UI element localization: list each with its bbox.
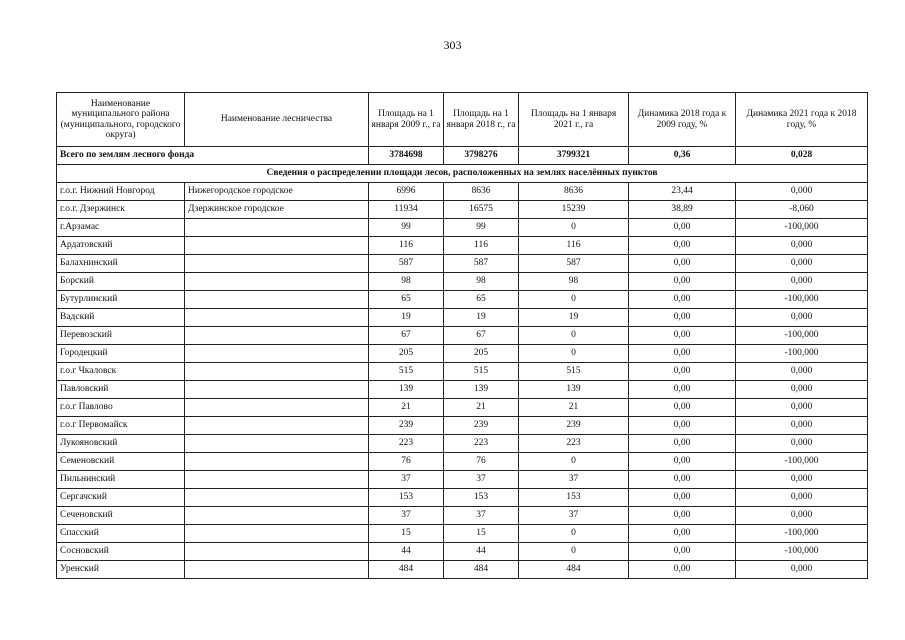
forestry-cell (185, 309, 369, 327)
section-row (57, 165, 868, 183)
header-area-2009: Площадь на 1 января 2009 г., га (369, 93, 444, 147)
area-2018-cell: 19 (444, 309, 519, 327)
area-2021-cell: 15239 (519, 201, 629, 219)
table-row (57, 471, 868, 489)
district-cell: Сосновский (57, 543, 185, 561)
dynamics-2018-2009-cell: 0,00 (629, 219, 736, 237)
area-2009-cell: 223 (369, 435, 444, 453)
forestry-cell (185, 435, 369, 453)
district-cell: г.о.г Первомайск (57, 417, 185, 435)
forestry-cell (185, 561, 369, 579)
district-cell: Сеченовский (57, 507, 185, 525)
forestry-cell (185, 399, 369, 417)
district-cell: г.о.г. Нижний Новгород (57, 183, 185, 201)
area-2009-cell: 484 (369, 561, 444, 579)
district-cell: Уренский (57, 561, 185, 579)
table-row (57, 417, 868, 435)
forestry-cell (185, 363, 369, 381)
district-cell: г.о.г. Дзержинск (57, 201, 185, 219)
district-cell: Пильнинский (57, 471, 185, 489)
dynamics-2018-2009-cell: 0,00 (629, 489, 736, 507)
forestry-cell (185, 237, 369, 255)
dynamics-2021-2018-cell: -100,000 (736, 345, 868, 363)
area-2021-cell: 0 (519, 453, 629, 471)
forest-area-table (56, 92, 868, 579)
area-2009-cell: 19 (369, 309, 444, 327)
table-row (57, 489, 868, 507)
dynamics-2018-2009-cell: 0,00 (629, 417, 736, 435)
dynamics-2018-2009-cell: 23,44 (629, 183, 736, 201)
dynamics-2021-2018-cell: -100,000 (736, 453, 868, 471)
area-2021-cell: 116 (519, 237, 629, 255)
dynamics-2018-2009-cell: 0,00 (629, 471, 736, 489)
area-2018-cell: 98 (444, 273, 519, 291)
page-number: 303 (443, 38, 462, 52)
table-row (57, 183, 868, 201)
dynamics-2021-2018-cell: 0,000 (736, 507, 868, 525)
area-2018-cell: 139 (444, 381, 519, 399)
dynamics-2018-2009-cell: 0,00 (629, 255, 736, 273)
header-dynamics-2021-2018: Динамика 2021 года к 2018 году, % (736, 93, 868, 147)
area-2018-cell: 67 (444, 327, 519, 345)
area-2018-cell: 8636 (444, 183, 519, 201)
table-row (57, 453, 868, 471)
total-row (57, 147, 868, 165)
area-2021-cell: 37 (519, 471, 629, 489)
area-2021-cell: 139 (519, 381, 629, 399)
forestry-cell (185, 471, 369, 489)
dynamics-2018-2009-cell: 0,00 (629, 561, 736, 579)
header-dynamics-2018-2009: Динамика 2018 года к 2009 году, % (629, 93, 736, 147)
area-2009-cell: 99 (369, 219, 444, 237)
forestry-cell (185, 291, 369, 309)
area-2009-cell: 67 (369, 327, 444, 345)
dynamics-2021-2018-cell: 0,000 (736, 363, 868, 381)
area-2009-cell: 239 (369, 417, 444, 435)
dynamics-2018-2009-cell: 0,00 (629, 345, 736, 363)
district-cell: Городецкий (57, 345, 185, 363)
forestry-cell: Дзержинское городское (185, 201, 369, 219)
dynamics-2021-2018-cell: 0,000 (736, 309, 868, 327)
forestry-cell (185, 489, 369, 507)
district-cell: Лукояновский (57, 435, 185, 453)
area-2018-cell: 153 (444, 489, 519, 507)
district-cell: Спасский (57, 525, 185, 543)
district-cell: г.Арзамас (57, 219, 185, 237)
area-2009-cell: 587 (369, 255, 444, 273)
dynamics-2021-2018-cell: 0,000 (736, 489, 868, 507)
district-cell: г.о.г Чкаловск (57, 363, 185, 381)
table-body (57, 147, 868, 579)
area-2021-cell: 239 (519, 417, 629, 435)
section-title: Сведения о распределении площади лесов, расположенных на землях населённых пунктов (57, 165, 868, 183)
area-2018-cell: 205 (444, 345, 519, 363)
dynamics-2021-2018-cell: 0,000 (736, 183, 868, 201)
forestry-cell (185, 327, 369, 345)
area-2021-cell: 223 (519, 435, 629, 453)
table-row (57, 543, 868, 561)
area-2021-cell: 0 (519, 543, 629, 561)
area-2009-cell: 15 (369, 525, 444, 543)
total-area-2009: 3784698 (369, 147, 444, 165)
forestry-cell (185, 525, 369, 543)
table-row (57, 237, 868, 255)
district-cell: Павловский (57, 381, 185, 399)
area-2009-cell: 37 (369, 507, 444, 525)
table-row (57, 345, 868, 363)
area-2009-cell: 65 (369, 291, 444, 309)
table-row (57, 561, 868, 579)
forestry-cell (185, 345, 369, 363)
table-row (57, 327, 868, 345)
dynamics-2021-2018-cell: 0,000 (736, 417, 868, 435)
total-area-2021: 3799321 (519, 147, 629, 165)
area-2018-cell: 515 (444, 363, 519, 381)
table-row (57, 525, 868, 543)
area-2021-cell: 98 (519, 273, 629, 291)
dynamics-2018-2009-cell: 38,89 (629, 201, 736, 219)
total-dynamics-2021-2018: 0,028 (736, 147, 868, 165)
dynamics-2021-2018-cell: -8,060 (736, 201, 868, 219)
area-2021-cell: 484 (519, 561, 629, 579)
area-2009-cell: 515 (369, 363, 444, 381)
dynamics-2018-2009-cell: 0,00 (629, 525, 736, 543)
total-label: Всего по землям лесного фонда (57, 147, 369, 165)
district-cell: Бутурлинский (57, 291, 185, 309)
header-forestry: Наименование лесничества (185, 93, 369, 147)
forestry-cell (185, 507, 369, 525)
dynamics-2018-2009-cell: 0,00 (629, 399, 736, 417)
dynamics-2021-2018-cell: -100,000 (736, 543, 868, 561)
area-2009-cell: 76 (369, 453, 444, 471)
dynamics-2018-2009-cell: 0,00 (629, 363, 736, 381)
dynamics-2018-2009-cell: 0,00 (629, 291, 736, 309)
area-2018-cell: 484 (444, 561, 519, 579)
header-area-2021: Площадь на 1 января 2021 г., га (519, 93, 629, 147)
area-2009-cell: 98 (369, 273, 444, 291)
dynamics-2018-2009-cell: 0,00 (629, 273, 736, 291)
area-2009-cell: 205 (369, 345, 444, 363)
dynamics-2021-2018-cell: 0,000 (736, 237, 868, 255)
forestry-cell (185, 453, 369, 471)
table-row (57, 507, 868, 525)
dynamics-2021-2018-cell: 0,000 (736, 435, 868, 453)
dynamics-2021-2018-cell: -100,000 (736, 525, 868, 543)
area-2018-cell: 37 (444, 507, 519, 525)
table-row (57, 255, 868, 273)
dynamics-2021-2018-cell: -100,000 (736, 327, 868, 345)
dynamics-2021-2018-cell: -100,000 (736, 291, 868, 309)
dynamics-2021-2018-cell: 0,000 (736, 381, 868, 399)
area-2018-cell: 587 (444, 255, 519, 273)
area-2018-cell: 21 (444, 399, 519, 417)
area-2021-cell: 0 (519, 219, 629, 237)
area-2018-cell: 15 (444, 525, 519, 543)
district-cell: Сергачский (57, 489, 185, 507)
forestry-cell (185, 417, 369, 435)
forestry-cell (185, 273, 369, 291)
table-row (57, 381, 868, 399)
area-2018-cell: 37 (444, 471, 519, 489)
area-2021-cell: 0 (519, 525, 629, 543)
area-2021-cell: 0 (519, 327, 629, 345)
total-dynamics-2018-2009: 0,36 (629, 147, 736, 165)
area-2018-cell: 116 (444, 237, 519, 255)
dynamics-2018-2009-cell: 0,00 (629, 453, 736, 471)
area-2009-cell: 139 (369, 381, 444, 399)
district-cell: Семеновский (57, 453, 185, 471)
forestry-cell (185, 543, 369, 561)
area-2021-cell: 21 (519, 399, 629, 417)
area-2021-cell: 0 (519, 291, 629, 309)
district-cell: Балахнинский (57, 255, 185, 273)
area-2009-cell: 11934 (369, 201, 444, 219)
table-row (57, 291, 868, 309)
area-2018-cell: 65 (444, 291, 519, 309)
forestry-cell (185, 381, 369, 399)
area-2021-cell: 587 (519, 255, 629, 273)
area-2009-cell: 153 (369, 489, 444, 507)
dynamics-2018-2009-cell: 0,00 (629, 435, 736, 453)
table-row (57, 435, 868, 453)
dynamics-2021-2018-cell: -100,000 (736, 219, 868, 237)
area-2009-cell: 6996 (369, 183, 444, 201)
dynamics-2018-2009-cell: 0,00 (629, 237, 736, 255)
area-2018-cell: 223 (444, 435, 519, 453)
header-district: Наименование муниципального района (муниципального, городского округа) (57, 93, 185, 147)
table-row (57, 201, 868, 219)
area-2018-cell: 44 (444, 543, 519, 561)
area-2021-cell: 37 (519, 507, 629, 525)
table-row (57, 399, 868, 417)
area-2018-cell: 239 (444, 417, 519, 435)
dynamics-2018-2009-cell: 0,00 (629, 309, 736, 327)
table-row (57, 363, 868, 381)
area-2009-cell: 116 (369, 237, 444, 255)
table-header-row (57, 93, 868, 147)
forestry-cell: Нижегородское городское (185, 183, 369, 201)
area-2021-cell: 19 (519, 309, 629, 327)
district-cell: Ардатовский (57, 237, 185, 255)
table-row (57, 219, 868, 237)
dynamics-2021-2018-cell: 0,000 (736, 255, 868, 273)
forestry-cell (185, 255, 369, 273)
area-2018-cell: 16575 (444, 201, 519, 219)
dynamics-2018-2009-cell: 0,00 (629, 543, 736, 561)
area-2021-cell: 0 (519, 345, 629, 363)
table-row (57, 273, 868, 291)
district-cell: г.о.г Павлово (57, 399, 185, 417)
forestry-cell (185, 219, 369, 237)
dynamics-2021-2018-cell: 0,000 (736, 471, 868, 489)
table-row (57, 309, 868, 327)
area-2021-cell: 8636 (519, 183, 629, 201)
total-area-2018: 3798276 (444, 147, 519, 165)
district-cell: Вадский (57, 309, 185, 327)
area-2009-cell: 44 (369, 543, 444, 561)
dynamics-2021-2018-cell: 0,000 (736, 399, 868, 417)
district-cell: Перевозский (57, 327, 185, 345)
header-area-2018: Площадь на 1 января 2018 г., га (444, 93, 519, 147)
dynamics-2018-2009-cell: 0,00 (629, 327, 736, 345)
area-2009-cell: 21 (369, 399, 444, 417)
dynamics-2021-2018-cell: 0,000 (736, 273, 868, 291)
area-2018-cell: 99 (444, 219, 519, 237)
dynamics-2018-2009-cell: 0,00 (629, 381, 736, 399)
district-cell: Борский (57, 273, 185, 291)
area-2018-cell: 76 (444, 453, 519, 471)
dynamics-2021-2018-cell: 0,000 (736, 561, 868, 579)
area-2021-cell: 153 (519, 489, 629, 507)
area-2009-cell: 37 (369, 471, 444, 489)
dynamics-2018-2009-cell: 0,00 (629, 507, 736, 525)
area-2021-cell: 515 (519, 363, 629, 381)
